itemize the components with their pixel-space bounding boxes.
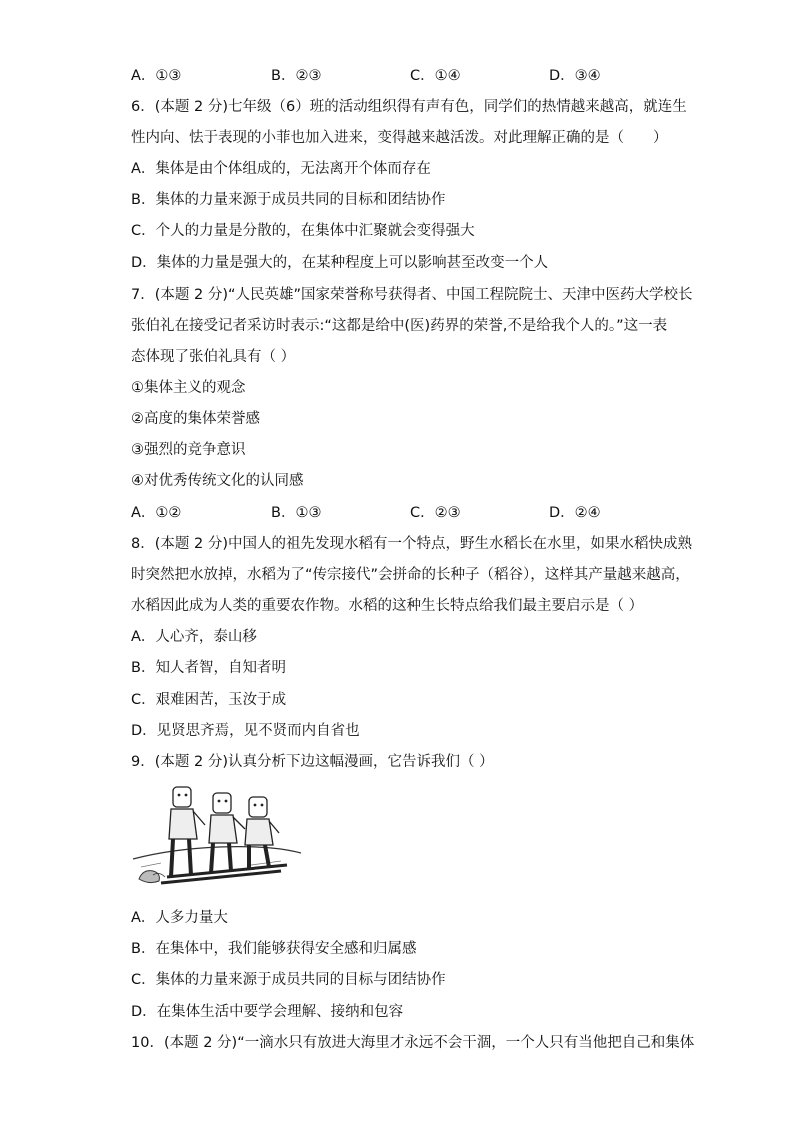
question-9-stem: 9．(本题 2 分)认真分析下边这幅漫画，它告诉我们（ ） [131, 754, 494, 770]
option-a: A．集体是由个体组成的，无法离开个体而存在 [131, 161, 431, 177]
question-8-stem: 时突然把水放掉，水稻为了“传宗接代”会拼命的长种子（稻谷），这样其产量越来越高， [131, 567, 690, 583]
question-6-stem: 6．(本题 2 分)七年级（6）班的活动组织得有声有色，同学们的热情越来越高，就连生 [131, 99, 687, 115]
question-6-stem: 性内向、怯于表现的小菲也加入进来，变得越来越活泼。对此理解正确的是（ ） [131, 130, 668, 146]
option-c: C．个人的力量是分散的，在集体中汇聚就会变得强大 [131, 223, 475, 239]
statement-item: ④对优秀传统文化的认同感 [131, 473, 304, 489]
option-d: D．集体的力量是强大的，在某种程度上可以影响甚至改变一个人 [131, 255, 549, 271]
option-b: B．在集体中，我们能够获得安全感和归属感 [131, 941, 417, 957]
q5-options [131, 66, 651, 86]
option-a: A．①② [131, 505, 182, 521]
option-c: C．艰难困苦，玉汝于成 [131, 692, 287, 708]
statement-item: ②高度的集体荣誉感 [131, 411, 260, 427]
option-d: D．见贤思齐焉，见不贤而内自省也 [131, 723, 360, 739]
option-c: C．②③ [410, 505, 461, 521]
option-a: A．人多力量大 [131, 910, 228, 926]
question-7-stem: 态体现了张伯礼具有（ ） [131, 349, 296, 365]
option-c: C．集体的力量来源于成员共同的目标与团结协作 [131, 972, 446, 988]
option-b: B．集体的力量来源于成员共同的目标和团结协作 [131, 192, 446, 208]
q7-options [131, 503, 651, 523]
question-10-stem: 10．(本题 2 分)“一滴水只有放进大海里才永远不会干涸，一个人只有当他把自己和集体 [131, 1035, 695, 1051]
statement-item: ①集体主义的观念 [131, 380, 246, 396]
option-a: A．①③ [131, 68, 182, 84]
question-8-stem: 8．(本题 2 分)中国人的祖先发现水稻有一个特点，野生水稻长在水里，如果水稻快成熟 [131, 536, 692, 552]
cartoon-illustration [131, 781, 303, 893]
question-7-stem: 张伯礼在接受记者采访时表示:“这都是给中(医)药界的荣誉,不是给我个人的。”这一表 [131, 318, 668, 334]
option-b: B．①③ [271, 505, 322, 521]
option-d: D．②④ [549, 505, 601, 521]
option-b: B．②③ [271, 68, 322, 84]
option-d: D．③④ [549, 68, 601, 84]
option-d: D．在集体生活中要学会理解、接纳和包容 [131, 1004, 404, 1020]
option-a: A．人心齐，泰山移 [131, 629, 257, 645]
statement-item: ③强烈的竞争意识 [131, 442, 246, 458]
option-c: C．①④ [410, 68, 461, 84]
option-b: B．知人者智，自知者明 [131, 660, 286, 676]
question-8-stem: 水稻因此成为人类的重要农作物。水稻的这种生长特点给我们最主要启示是（ ） [131, 598, 644, 614]
question-7-stem: 7．(本题 2 分)“人民英雄”国家荣誉称号获得者、中国工程院院士、天津中医药大学校长 [131, 287, 693, 303]
